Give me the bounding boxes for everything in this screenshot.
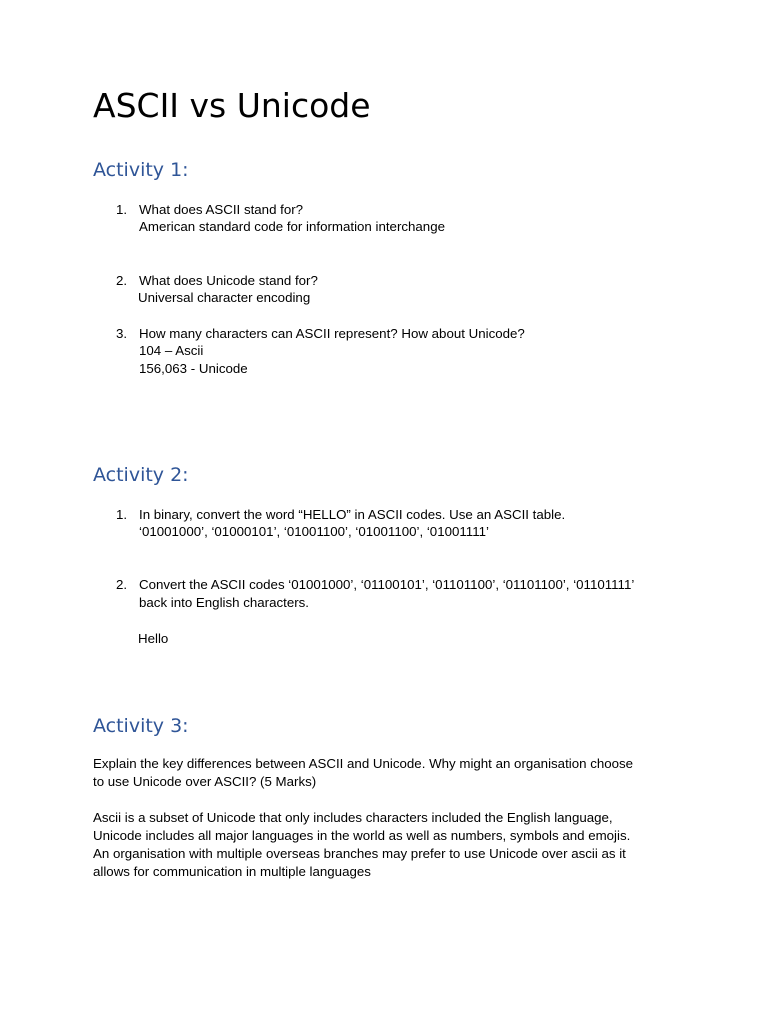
question-text: In binary, convert the word “HELLO” in ASCII codes. Use an ASCII table.	[139, 507, 566, 522]
page-title: ASCII vs Unicode	[93, 86, 371, 125]
answer-line: Ascii is a subset of Unicode that only includes characters included the English language,	[93, 810, 613, 825]
activity-3-prompt	[93, 755, 683, 791]
answer-line: allows for communication in multiple languages	[93, 864, 371, 879]
activity-1-heading: Activity 1:	[93, 159, 189, 181]
answer-text: 104 – Ascii	[139, 343, 204, 358]
answer-text: Universal character encoding	[138, 290, 311, 305]
activity-2-heading: Activity 2:	[93, 464, 189, 486]
question-text: How many characters can ASCII represent? How about Unicode?	[139, 326, 525, 341]
item-number: 1.	[116, 507, 128, 522]
item-number: 2.	[116, 273, 128, 288]
answer-text: 156,063 - Unicode	[139, 361, 248, 376]
answer-line: Unicode includes all major languages in the world as well as numbers, symbols and emojis.	[93, 828, 631, 843]
question-text: What does Unicode stand for?	[139, 273, 318, 288]
item-number: 1.	[116, 202, 128, 217]
activity-3-heading: Activity 3:	[93, 715, 189, 737]
question-text: What does ASCII stand for?	[139, 202, 304, 217]
item-number: 3.	[116, 326, 128, 341]
answer-text: ‘01001000’, ‘01000101’, ‘01001100’, ‘01001100’, ‘01001111’	[139, 524, 489, 539]
activity-3-answer	[93, 809, 683, 881]
item-number: 2.	[116, 577, 128, 592]
answer-text: Hello	[138, 631, 169, 646]
prompt-line: Explain the key differences between ASCII and Unicode. Why might an organisation choose	[93, 756, 634, 771]
question-text: Convert the ASCII codes ‘01001000’, ‘01100101’, ‘01101100’, ‘01101100’, ‘01101111’	[139, 577, 635, 592]
answer-text: American standard code for information interchange	[139, 219, 445, 234]
prompt-line: to use Unicode over ASCII? (5 Marks)	[93, 774, 317, 789]
answer-line: An organisation with multiple overseas branches may prefer to use Unicode over ascii as it	[93, 846, 626, 861]
question-text: back into English characters.	[139, 595, 309, 610]
